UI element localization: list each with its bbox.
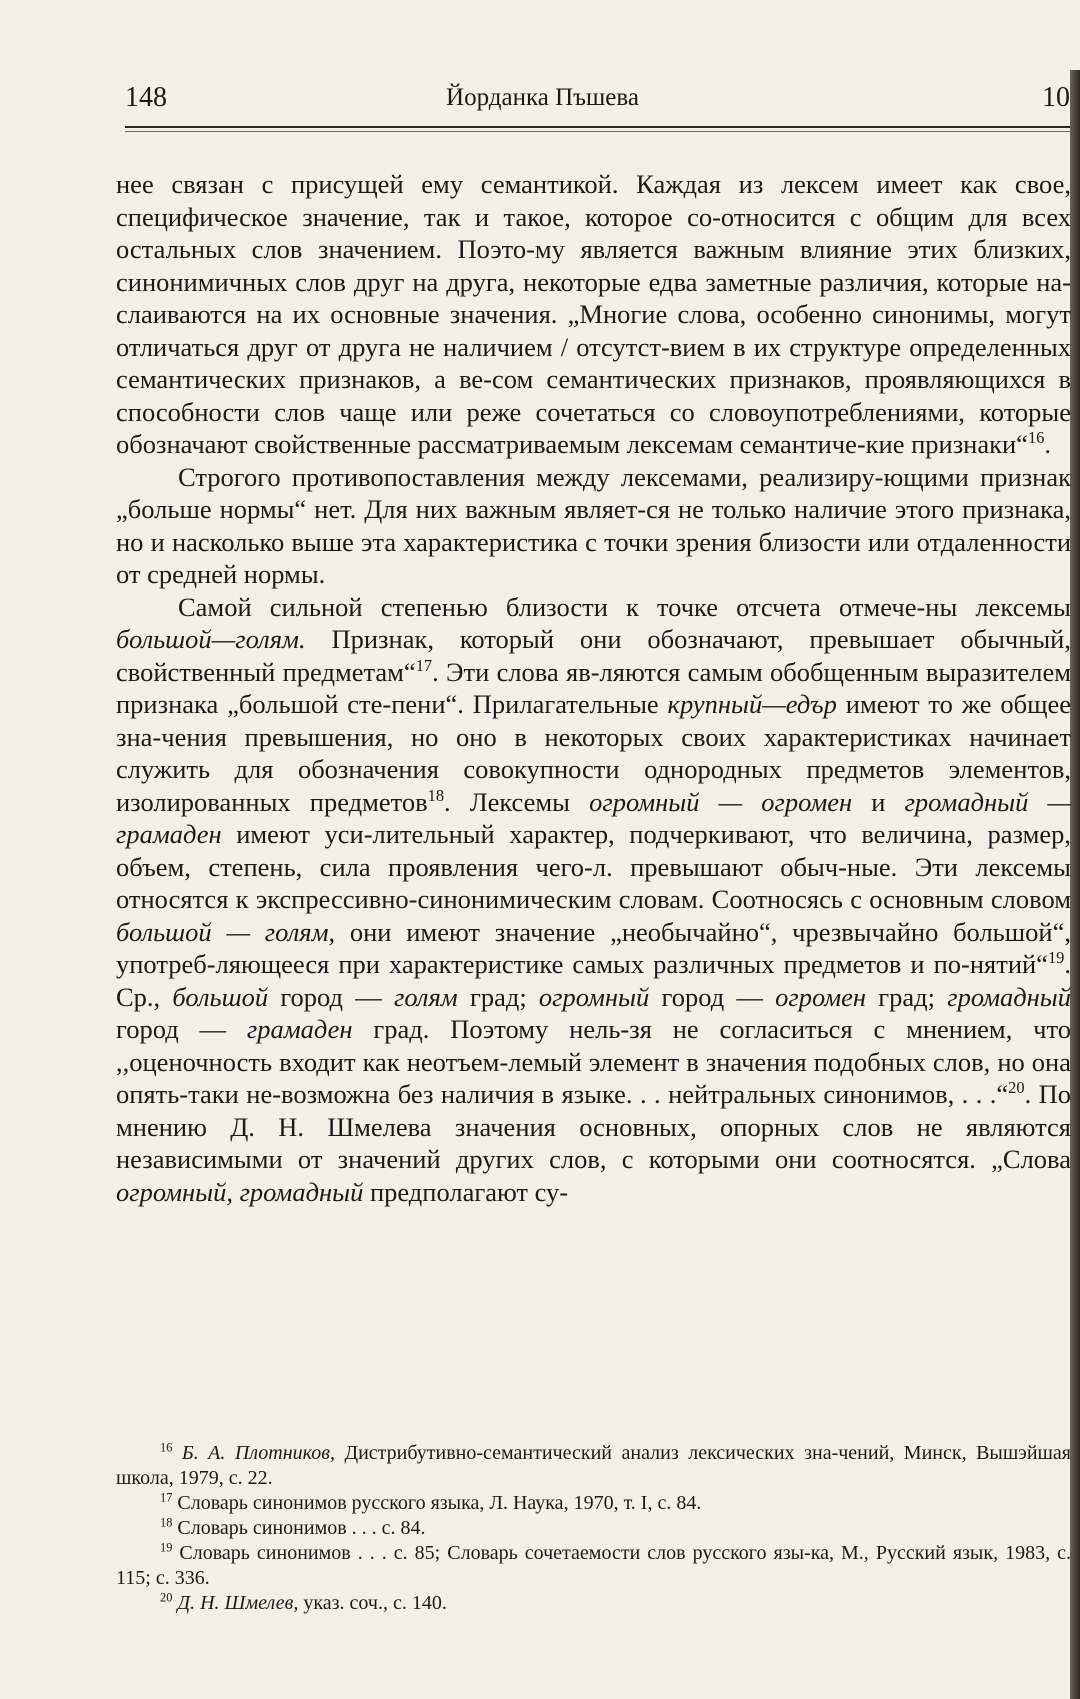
italic-term: огромен	[775, 981, 867, 1012]
paragraph	[116, 461, 1071, 591]
footnote-ref: 20	[1008, 1078, 1025, 1098]
header-rule	[125, 126, 1070, 128]
header-rule-thin	[125, 131, 1070, 132]
footnote-ref: 16	[160, 1440, 173, 1455]
italic-term: крупный—едър	[667, 689, 837, 719]
footnote-ref: 17	[415, 655, 433, 675]
running-title: Йорданка Пъшева	[446, 84, 639, 111]
italic-term: грамаден	[246, 1014, 353, 1044]
paragraph	[116, 168, 1071, 461]
paragraph	[116, 591, 1071, 1209]
text-run	[172, 1442, 182, 1464]
italic-term: огромный	[538, 981, 650, 1012]
italic-term: громадный — грамаден	[116, 786, 1071, 849]
text-run: город —	[649, 981, 776, 1012]
italic-term: огромный — огромен	[589, 786, 853, 817]
text-run: и	[852, 786, 905, 817]
text-run: Строгого противопоставления между лексемами, реализиру-ющими признак „больше нормы“ нет. Для них важным являет-ся не только наличие этого признака, но и насколько выше эта характеристика с точки зрения близости или отдаленности от средней нормы.	[116, 461, 1071, 589]
text-run: имеют то же общее зна-чения превышения, но оно в некоторых своих характеристиках начинает служить для обозначения совокупности однородных предметов элементов, изолированных предметов	[116, 689, 1072, 817]
text-run: град;	[457, 981, 539, 1012]
footnote	[116, 1491, 1071, 1516]
footnote	[116, 1516, 1071, 1541]
footnote-ref: 20	[160, 1590, 173, 1605]
footnote-ref: 18	[427, 785, 445, 805]
text-run: . Лексемы	[444, 786, 590, 817]
text-run: . По мнению Д. Н. Шмелева значения основных, опорных слов не являются независимыми от значений других слов, с которыми они соотносятся. „Слова	[116, 1079, 1071, 1174]
italic-term: Б. А. Плотников,	[181, 1442, 335, 1464]
text-run: Словарь синонимов . . . с. 85; Словарь сочетаемости слов русского язы-ка, М., Русский язык, 1983, с. 115; с. 336.	[116, 1542, 1071, 1589]
page-edge-shadow	[1070, 70, 1080, 1699]
page-header	[125, 82, 1070, 122]
footnote-ref: 16	[1027, 428, 1045, 448]
text-run: Самой сильной степенью близости к точке отсчета отмече-ны лексемы	[178, 591, 1071, 622]
text-run: Признак, который они обозначают, превышает обычный, свойственный предметам“	[116, 624, 1071, 687]
italic-term: большой—голям.	[116, 624, 306, 654]
text-run: . Эти слова яв-ляются самым обобщенным выразителем признака „большой сте-пени“. Прилагательные	[116, 656, 1071, 719]
text-run: они имеют значение „необычайно“, чрезвычайно большой“, употреб-ляющееся при характеристике самых различных предметов и по-нятий“	[116, 916, 1071, 979]
text-run: Дистрибутивно-семантический анализ лексических зна-чений, Минск, Вышэйшая школа, 1979, с. 22.	[116, 1442, 1072, 1489]
italic-term: огромный, громадный	[116, 1176, 364, 1207]
footnote	[116, 1591, 1071, 1616]
footnote-ref: 17	[160, 1490, 173, 1505]
text-run: Словарь синонимов . . . с. 84.	[172, 1517, 426, 1539]
footnotes	[116, 1441, 1071, 1616]
text-run: град. Поэтому нель-зя не согласиться с мнением, что ,,оценочность входит как неотъем-лемый элемент в значения подобных слов, но она опять-таки не-возможна без наличия в языке. . . нейтральных синонимов, . . .“	[116, 1014, 1071, 1109]
footnote	[116, 1441, 1071, 1491]
footnote-ref: 18	[160, 1515, 173, 1530]
footnote	[116, 1541, 1071, 1591]
text-run: город —	[116, 1014, 247, 1044]
italic-term: большой	[172, 981, 269, 1012]
text-run: имеют уси-лительный характер, подчеркивают, что величина, размер, объем, степень, сила проявления чего-л. превышают обыч-ные. Эти лексемы относятся к экспрессивно-синонимическим словам. Соотносясь с основным словом	[116, 819, 1071, 914]
text-run: град;	[866, 981, 948, 1012]
italic-term: голям	[394, 981, 458, 1012]
footnote-ref: 19	[1047, 948, 1065, 968]
text-run: предполагают су-	[363, 1176, 569, 1207]
page-number: 148	[125, 82, 167, 113]
text-run: .	[1044, 429, 1051, 459]
facing-page-number: 10	[1042, 82, 1070, 113]
main-text	[116, 168, 1071, 1208]
text-run: указ. соч., с. 140.	[298, 1592, 447, 1614]
text-run: . Ср.,	[116, 949, 1071, 1012]
italic-term: Д. Н. Шмелев,	[177, 1592, 299, 1614]
text-run: нее связан с присущей ему семантикой. Каждая из лексем имеет как свое, специфическое значение, так и такое, которое со-относится с общим для всех остальных слов значением. Поэто-му является важным влияние этих близких, синонимичных слов друг на друга, некоторые едва заметные различия, которые на-слаиваются на их основные значения. „Многие слова, особенно синонимы, могут отличаться друг от друга не наличием / отсутст-вием в их структуре определенных семантических признаков, а ве-сом семантических признаков, проявляющихся в способности слов чаще или реже сочетаться со словоупотреблениями, которые обозначают свойственные рассматриваемым лексемам семантиче-кие признаки“	[116, 169, 1071, 459]
italic-term: большой — голям,	[116, 916, 336, 947]
text-run: Словарь синонимов русского языка, Л. Наука, 1970, т. I, с. 84.	[172, 1492, 702, 1514]
italic-term: громадный	[947, 981, 1072, 1012]
text-run: город —	[268, 981, 394, 1012]
footnote-ref: 19	[160, 1540, 173, 1555]
